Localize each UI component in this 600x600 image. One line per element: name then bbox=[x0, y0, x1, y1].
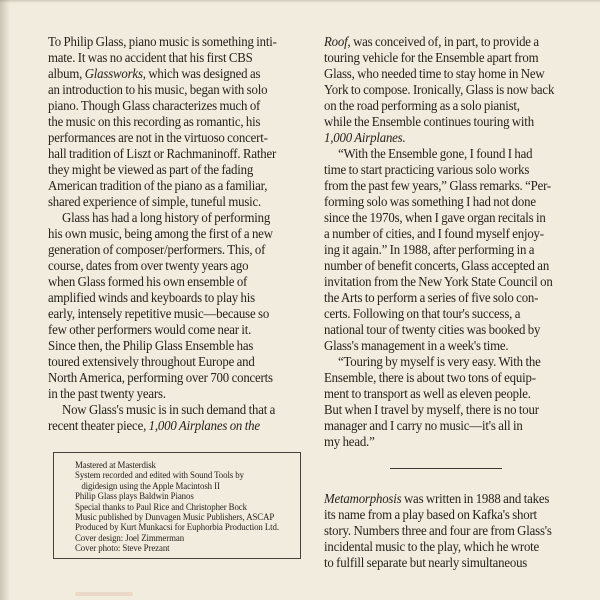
text-line: ing it again.” In 1988, after performing in a bbox=[324, 242, 535, 257]
text-line: shared experience of simple, tuneful music. bbox=[48, 194, 262, 209]
credit-line: Cover photo: Steve Prezant bbox=[75, 544, 170, 555]
text-line: Glass, who needed time to stay home in New bbox=[324, 66, 545, 81]
text-line: a number of cities, and I found myself enjoy- bbox=[324, 226, 544, 241]
text-line: course, dates from over twenty years ago bbox=[48, 258, 249, 273]
left-text-column bbox=[48, 34, 306, 434]
text-line: national tour of twenty cities was booked by bbox=[324, 322, 541, 337]
credit-line: Cover design: Joel Zimmerman bbox=[75, 533, 185, 544]
text-line: amplified winds and keyboards to play his bbox=[48, 290, 255, 305]
text-line: few other performers would come near it. bbox=[48, 322, 252, 337]
credit-line: digidesign using the Apple Macintosh II bbox=[75, 481, 220, 492]
text-line: manager and I carry no music—it's all in bbox=[324, 418, 523, 433]
text-line: Glass's management in a week's time. bbox=[324, 338, 509, 353]
text-line: performances are not in the virtuoso concert- bbox=[48, 130, 268, 145]
text-line: 1,000 Airplanes. bbox=[324, 130, 406, 145]
text-line: Since then, the Philip Glass Ensemble has bbox=[48, 338, 254, 353]
text-line: story. Numbers three and four are from Glass's bbox=[324, 523, 552, 538]
text-line: toured extensively throughout Europe and bbox=[48, 354, 255, 369]
text-line: “With the Ensemble gone, I found I had bbox=[338, 146, 533, 161]
text-line: “Touring by myself is very easy. With the bbox=[338, 354, 541, 369]
text-line: hall tradition of Liszt or Rachmaninoff. Rather bbox=[48, 146, 277, 161]
section-divider bbox=[390, 468, 502, 469]
text-line: To Philip Glass, piano music is something inti- bbox=[48, 34, 277, 49]
paragraph bbox=[48, 402, 306, 434]
text-line: my head.” bbox=[324, 434, 375, 449]
paragraph bbox=[324, 146, 582, 354]
footnote-paragraphs bbox=[324, 491, 582, 571]
print-smudge bbox=[75, 592, 133, 596]
text-line: incidental music to the play, which he wrote bbox=[324, 539, 540, 554]
credit-line: Music published by Dunvagen Music Publishers, ASCAP bbox=[75, 512, 275, 523]
paragraph bbox=[324, 354, 582, 450]
text-line: Glass has had a long history of performing bbox=[62, 210, 271, 225]
text-line: early, intensely repetitive music—because so bbox=[48, 306, 270, 321]
credit-line: Produced by Kurt Munkacsi for Euphorbia Production Ltd. bbox=[75, 523, 279, 534]
text-line: on the road performing as a solo pianist, bbox=[324, 98, 520, 113]
text-line: Roof, was conceived of, in part, to provide a bbox=[324, 34, 539, 49]
text-line: certs. Following on that tour's success, a bbox=[324, 306, 521, 321]
text-line: mate. It was no accident that his first CBS bbox=[48, 50, 253, 65]
text-line: his own music, being among the first of a new bbox=[48, 226, 273, 241]
credit-line: Philip Glass plays Baldwin Pianos bbox=[75, 492, 194, 503]
text-line: ment to transport as well as eleven people. bbox=[324, 386, 531, 401]
text-line: album, Glassworks, which was designed as bbox=[48, 66, 261, 81]
text-line: American tradition of the piano as a familiar, bbox=[48, 178, 268, 193]
text-line: number of benefit concerts, Glass accepted an bbox=[324, 258, 550, 273]
text-line: generation of composer/performers. This, of bbox=[48, 242, 266, 257]
text-line: from the past few years,” Glass remarks. “Per- bbox=[324, 178, 552, 193]
text-line: touring vehicle for the Ensemble apart from bbox=[324, 50, 539, 65]
credit-line: Mastered at Masterdisk bbox=[75, 461, 156, 471]
text-line: they might be viewed as part of the fading bbox=[48, 162, 254, 177]
credit-line: System recorded and edited with Sound Tools by bbox=[75, 471, 244, 482]
text-line: York to compose. Ironically, Glass is now back bbox=[324, 82, 555, 97]
text-line: in the past twenty years. bbox=[48, 386, 166, 401]
text-line: Ensemble, there is about two tons of equip- bbox=[324, 370, 536, 385]
paragraph bbox=[48, 210, 306, 402]
text-line: piano. Though Glass characterizes much of bbox=[48, 98, 261, 113]
text-line: time to start practicing various solo works bbox=[324, 162, 530, 177]
text-line: when Glass formed his own ensemble of bbox=[48, 274, 248, 289]
text-line: while the Ensemble continues touring with bbox=[324, 114, 534, 129]
text-line: forming solo was something I had not done bbox=[324, 194, 536, 209]
right-column-paragraphs bbox=[324, 34, 582, 450]
text-line: the music on this recording as romantic, his bbox=[48, 114, 261, 129]
credit-line: Special thanks to Paul Rice and Christopher Bock bbox=[75, 502, 247, 513]
page-edge-shadow-top bbox=[0, 0, 600, 3]
credits-box bbox=[53, 452, 301, 559]
paragraph bbox=[324, 34, 582, 146]
text-line: an introduction to his music, began with solo bbox=[48, 82, 268, 97]
page-edge-shadow-left bbox=[0, 0, 10, 600]
text-line: Metamorphosis was written in 1988 and takes bbox=[324, 491, 550, 506]
text-line: Now Glass's music is in such demand that a bbox=[62, 402, 276, 417]
text-line: But when I travel by myself, there is no tour bbox=[324, 402, 539, 417]
text-line: the Arts to perform a series of five solo con- bbox=[324, 290, 539, 305]
text-line: North America, performing over 700 concerts bbox=[48, 370, 273, 385]
paragraph bbox=[324, 491, 582, 571]
text-line: recent theater piece, 1,000 Airplanes on the bbox=[48, 418, 260, 433]
text-line: invitation from the New York State Council on bbox=[324, 274, 553, 289]
left-column-paragraphs bbox=[48, 34, 306, 434]
text-line: since the 1970s, when I gave organ recitals in bbox=[324, 210, 546, 225]
text-line: to fulfill separate but nearly simultaneous bbox=[324, 555, 528, 570]
paragraph bbox=[48, 34, 306, 210]
right-text-column bbox=[324, 34, 582, 571]
text-line: its name from a play based on Kafka's short bbox=[324, 507, 537, 522]
